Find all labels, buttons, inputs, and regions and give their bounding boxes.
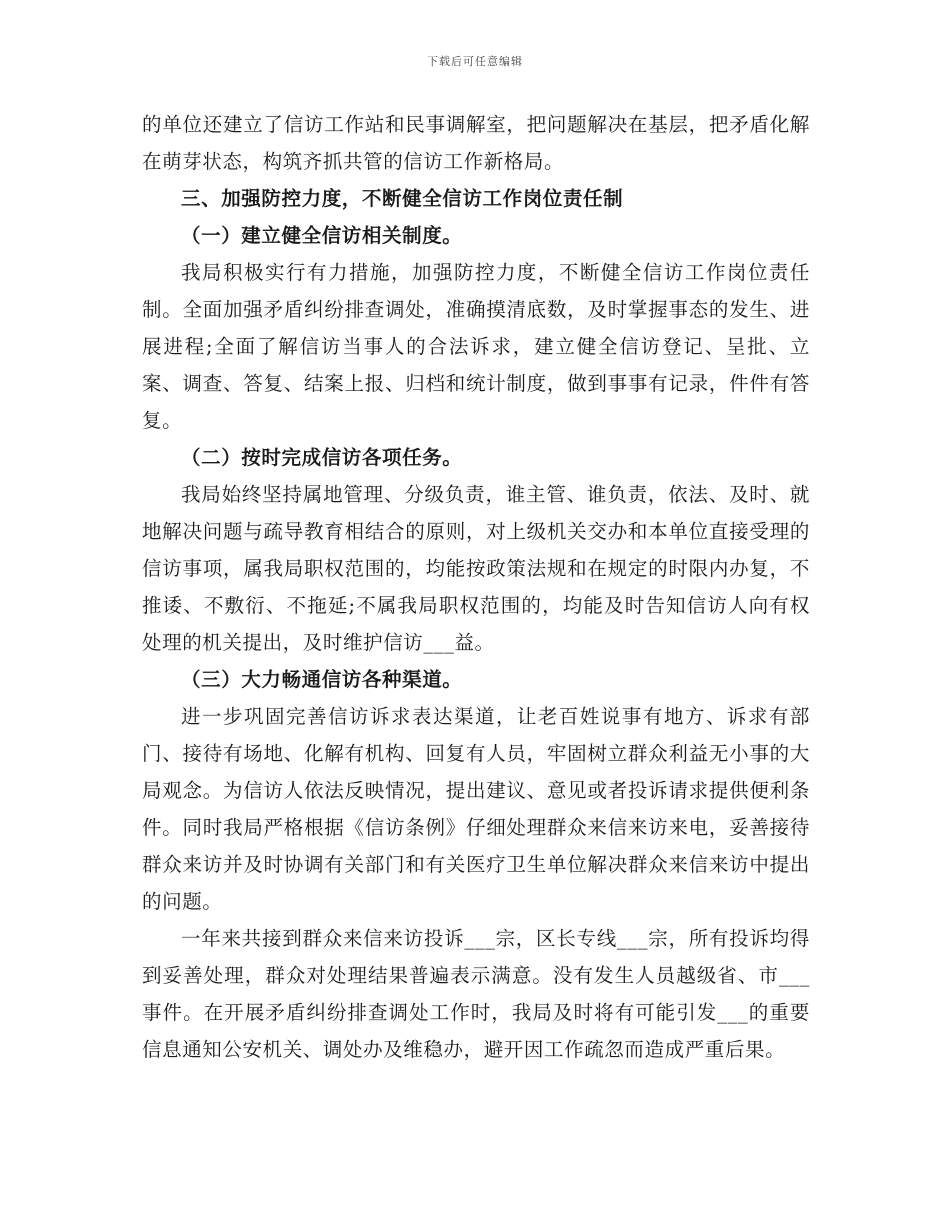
paragraph: 进一步巩固完善信访诉求表达渠道，让老百姓说事有地方、诉求有部门、接待有场地、化解有机构、回复有人员，牢固树立群众利益无小事的大局观念。为信访人依法反映情况，提出建议、意见或者投诉请求提供便利条件。同时我局严格根据《信访条例》仔细处理群众来信来访来电，妥善接待群众来访并及时协调有关部门和有关医疗卫生单位解决群众来信来访中提出的问题。: [142, 705, 810, 913]
paragraph: 我局始终坚持属地管理、分级负责，谁主管、谁负责，依法、及时、就地解决问题与疏导教育相结合的原则，对上级机关交办和本单位直接受理的信访事项，属我局职权范围的，均能按政策法规和在规定的时限内办复，不推诿、不敷衍、不拖延;不属我局职权范围的，均能及时告知信访人向有权处理的机关提出，及时维护信访___益。: [142, 483, 810, 654]
page-header: 下载后可任意编辑: [427, 55, 523, 68]
subsection-heading: （三）大力畅通信访各种渠道。: [181, 668, 463, 691]
paragraph: 我局积极实行有力措施，加强防控力度，不断健全信访工作岗位责任制。全面加强矛盾纠纷排查调处，准确摸清底数，及时掌握事态的发生、进展进程;全面了解信访当事人的合法诉求，建立健全信访登记、呈批、立案、调查、答复、结案上报、归档和统计制度，做到事事有记录，件件有答复。: [142, 261, 810, 432]
subsection-heading: （二）按时完成信访各项任务。: [181, 446, 463, 469]
paragraph: 一年来共接到群众来信来访投诉___宗，区长专线___宗，所有投诉均得到妥善处理，群众对处理结果普遍表示满意。没有发生人员越级省、市___事件。在开展矛盾纠纷排查调处工作时，我局及时将有可能引发___的重要信息通知公安机关、调处办及维稳办，避开因工作疏忽而造成严重后果。: [142, 927, 810, 1061]
document-body: [142, 106, 810, 1068]
subsection-heading: （一）建立健全信访相关制度。: [181, 224, 463, 247]
paragraph-continuation: 的单位还建立了信访工作站和民事调解室，把问题解决在基层，把矛盾化解在萌芽状态，构筑齐抓共管的信访工作新格局。: [142, 113, 810, 173]
section-heading: 三、加强防控力度，不断健全信访工作岗位责任制: [181, 187, 624, 210]
